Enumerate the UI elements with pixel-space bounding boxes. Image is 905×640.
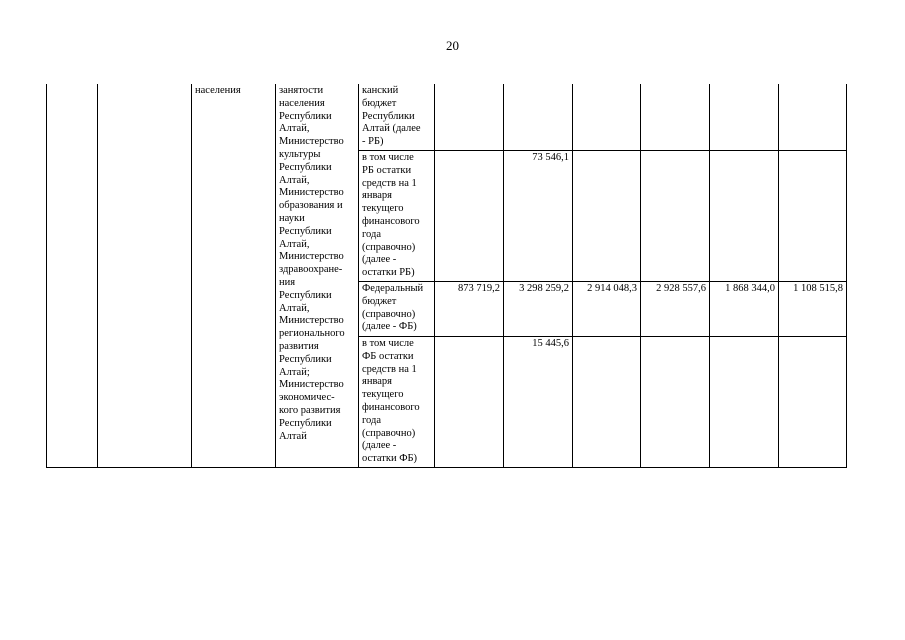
cell-value: 15 445,6 [504, 336, 573, 467]
cell-value [573, 84, 641, 150]
cell-value [573, 336, 641, 467]
cell-source: в том числе РБ остатки средств на 1 января текущего финансового года (справочно) (далее - остатки РБ) [359, 150, 435, 281]
table-row [47, 84, 847, 150]
cell-value [641, 150, 710, 281]
cell-value: 3 298 259,2 [504, 281, 573, 336]
cell-value [710, 336, 779, 467]
budget-table [46, 84, 847, 468]
cell-value [779, 336, 847, 467]
cell-value [641, 84, 710, 150]
cell-value [779, 84, 847, 150]
cell-name [98, 84, 192, 467]
cell-value [435, 84, 504, 150]
cell-value: 2 928 557,6 [641, 281, 710, 336]
cell-source: Федеральный бюджет (справочно) (далее - ФБ) [359, 281, 435, 336]
cell-value [435, 150, 504, 281]
page-number: 20 [446, 38, 459, 53]
cell-number [47, 84, 98, 467]
cell-value [435, 336, 504, 467]
cell-responsible: занятости населения Республики Алтай, Министерство культуры Республики Алтай, Министерство образования и науки Республики Алтай, Министерство здравоохране- ния Республики Алтай, Министерство регионального развития Республики Алтай; Министерство экономичес- кого развития Республики Алтай [276, 84, 359, 467]
cell-value [779, 150, 847, 281]
cell-source: в том числе ФБ остатки средств на 1 января текущего финансового года (справочно) (далее - остатки ФБ) [359, 336, 435, 467]
cell-value: 873 719,2 [435, 281, 504, 336]
cell-value: 1 868 344,0 [710, 281, 779, 336]
cell-value [641, 336, 710, 467]
cell-value: 1 108 515,8 [779, 281, 847, 336]
cell-target: населения [192, 84, 276, 467]
cell-source: канский бюджет Республики Алтай (далее - РБ) [359, 84, 435, 150]
cell-value [710, 150, 779, 281]
cell-value: 2 914 048,3 [573, 281, 641, 336]
cell-value: 73 546,1 [504, 150, 573, 281]
cell-value [710, 84, 779, 150]
cell-value [573, 150, 641, 281]
cell-value [504, 84, 573, 150]
